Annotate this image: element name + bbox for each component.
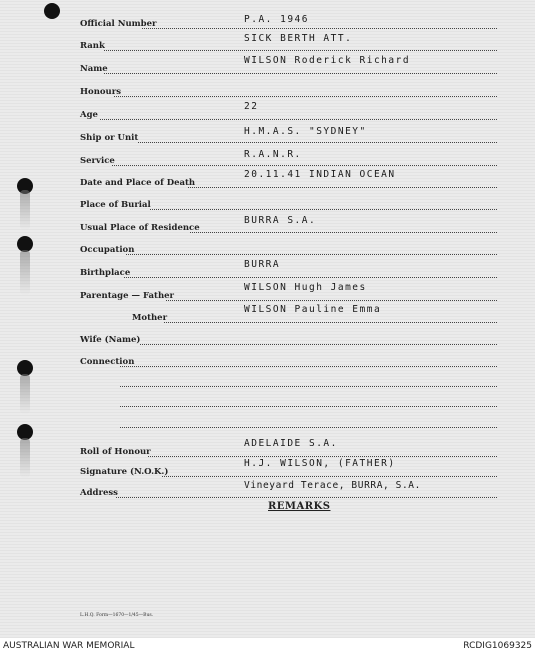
official-number-value: P.A. 1946	[244, 14, 309, 25]
hole-stain	[20, 374, 30, 414]
mother-value: WILSON Pauline Emma	[244, 304, 382, 315]
service-line	[112, 165, 497, 166]
service-label: Service	[80, 156, 115, 166]
name-value: WILSON Roderick Richard	[244, 55, 411, 66]
father-value: WILSON Hugh James	[244, 282, 367, 293]
hole-stain	[20, 438, 30, 478]
signature-label: Signature (N.O.K.)	[80, 467, 169, 477]
form-footnote: L.H.Q. Form—1670—1/45—Bus.	[80, 613, 154, 618]
wife-line	[140, 344, 497, 345]
burial-line	[150, 209, 497, 210]
connection-line-extra	[120, 427, 497, 428]
wife-label: Wife (Name)	[80, 335, 141, 345]
remarks-heading: REMARKS	[268, 501, 331, 512]
occupation-line	[126, 254, 497, 255]
roll-label: Roll of Honour	[80, 447, 151, 457]
mother-label: Mother	[132, 313, 168, 323]
ship-label: Ship or Unit	[80, 133, 139, 143]
death-line	[188, 187, 497, 188]
residence-line	[190, 232, 497, 233]
father-line	[166, 300, 497, 301]
birthplace-line	[124, 277, 497, 278]
hole-stain	[20, 250, 30, 295]
connection-line	[120, 366, 497, 367]
address-value: Vineyard Terace, BURRA, S.A.	[244, 480, 421, 491]
official-number-label: Official Number	[80, 19, 157, 29]
death-label: Date and Place of Death	[80, 178, 196, 188]
honours-label: Honours	[80, 87, 121, 97]
connection-line-extra	[120, 406, 497, 407]
footer-credit: AUSTRALIAN WAR MEMORIAL	[3, 641, 135, 651]
name-label: Name	[80, 64, 108, 74]
birthplace-value: BURRA	[244, 259, 281, 270]
service-value: R.A.N.R.	[244, 149, 302, 160]
birthplace-label: Birthplace	[80, 268, 131, 278]
residence-value: BURRA S.A.	[244, 215, 317, 226]
honours-line	[114, 96, 497, 97]
official-number-line	[142, 28, 497, 29]
name-line	[104, 73, 497, 74]
rank-line	[104, 50, 497, 51]
footer-bar	[0, 638, 535, 654]
connection-line-extra	[120, 386, 497, 387]
ship-value: H.M.A.S. "SYDNEY"	[244, 126, 367, 137]
age-line	[100, 119, 497, 120]
punch-hole-top	[44, 3, 60, 19]
burial-label: Place of Burial	[80, 200, 151, 210]
rank-value: SICK BERTH ATT.	[244, 33, 353, 44]
age-label: Age	[80, 110, 98, 120]
signature-value: H.J. WILSON, (FATHER)	[244, 458, 396, 469]
roll-line	[148, 456, 497, 457]
father-label: Parentage — Father	[80, 291, 175, 301]
roll-value: ADELAIDE S.A.	[244, 438, 338, 449]
mother-line	[164, 322, 497, 323]
residence-label: Usual Place of Residence	[80, 223, 200, 233]
address-line	[116, 497, 497, 498]
signature-line	[162, 476, 497, 477]
address-label: Address	[80, 488, 118, 498]
rank-label: Rank	[80, 41, 105, 51]
age-value: 22	[244, 101, 259, 112]
connection-label: Connection	[80, 357, 135, 367]
occupation-label: Occupation	[80, 245, 135, 255]
death-value: 20.11.41 INDIAN OCEAN	[244, 169, 396, 180]
ship-line	[138, 142, 497, 143]
footer-id: RCDIG1069325	[463, 641, 532, 651]
hole-stain	[20, 190, 30, 230]
